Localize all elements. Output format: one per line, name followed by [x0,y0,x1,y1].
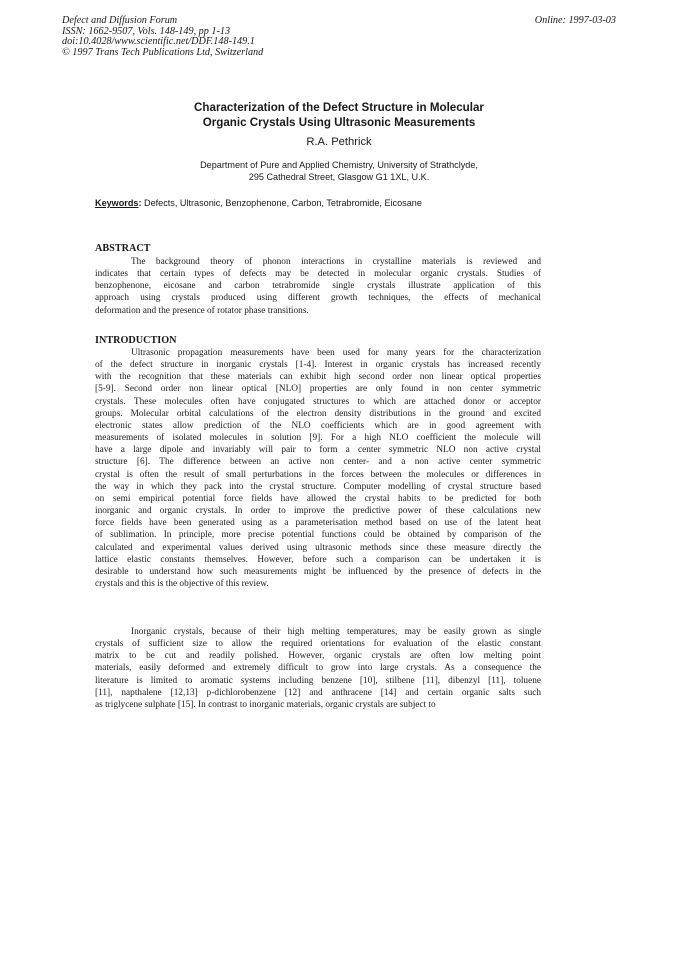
text-line: benzophenone, eicosane and carbon tetrabromide single crystals illustrate application of this [95,281,541,292]
abstract-paragraph [95,256,541,317]
title-line-1: Characterization of the Defect Structure in Molecular [194,101,484,114]
text-line: materials, easily deformed and extremely difficult to grow into large crystals. As a consequence the [95,663,541,674]
text-line: crystals. These molecules often have conjugated structures to which are attached donor or acceptor [95,396,541,407]
text-line: have a large dipole and invariably will pair to form a center symmetric NLO non active crystal [95,445,541,456]
text-line: The background theory of phonon interactions in crystalline materials is reviewed and [131,257,541,267]
abstract-heading: ABSTRACT [95,243,151,254]
introduction-paragraph-2 [95,626,541,711]
keywords-label [95,198,142,208]
online-date: Online: 1997-03-03 [534,15,616,26]
text-line: of sublimation. In principle, more precise potential functions could be obtained by comparison of the [95,530,541,541]
affiliation-line-1: Department of Pure and Applied Chemistry, University of Strathclyde, [200,160,478,170]
paper-title [0,101,678,130]
text-line: groups. Molecular orbital calculations of the electron density distributions in the ground and excited [95,408,541,419]
text-line: matrix to be cut and readily polished. However, organic crystals are often low melting point [95,651,541,662]
text-line: electronic states allow prediction of the NLO coefficients which are in good agreement with [95,420,541,431]
journal-copyright: © 1997 Trans Tech Publications Ltd, Switzerland [62,46,264,58]
journal-name: Defect and Diffusion Forum [62,15,178,26]
affiliation [0,160,678,183]
text-line: the way in which they pack into the crystal structure. Computer modelling of crystal structure based [95,481,541,492]
text-line: on semi empirical potential force fields have allowed the crystal habits to be predicted for both [95,493,541,504]
keywords-label-text: Keywords [95,198,139,208]
text-line: force fields have been generated using as a parameterisation method based on use of the latent heat [95,518,541,529]
journal-info [62,16,362,58]
author-name: R.A. Pethrick [306,136,372,148]
text-line: crystal is often the result of small perturbations in the forces between the molecules or differences in [95,469,541,480]
title-line-2: Organic Crystals Using Ultrasonic Measurements [202,115,476,129]
introduction-heading: INTRODUCTION [95,335,177,346]
text-line: of the defect structure in inorganic crystals [1-4]. Interest in organic crystals has increased recently [95,360,541,371]
text-line: Inorganic crystals, because of their high melting temperatures, may be easily grown as single [131,627,541,637]
text-line: structure [6]. The difference between an active non center- and a non active center symmetric [95,457,541,468]
keywords [95,198,422,208]
journal-doi: doi:10.4028/www.scientific.net/DDF.148-149.1 [62,36,255,48]
journal-issn: ISSN: 1662-9507, Vols. 148-149, pp 1-13 [62,25,231,37]
text-line: lattice elastic constants themselves. However, before such a comparison can be undertaken it is [95,554,541,565]
text-line: desirable to understand how such measurements might be influenced by the presence of defects in the [95,566,541,577]
text-line: deformation and the presence of rotator phase transitions. [95,305,309,316]
text-line: calculated and experimental values derived using ultrasonic methods since these measure directly the [95,542,541,553]
text-line: crystals and this is the objective of this review. [95,578,269,589]
text-line: approach using crystals produced using different growth techniques, the effects of mechanical [95,293,541,304]
text-line: literature is limited to aromatic systems including benzene [10], stilbene [11], dibenzyl [11], toluene [95,675,541,686]
text-line: indicates that certain types of defects may be detected in molecular organic crystals. Studies of [95,269,541,280]
text-line: crystals of sufficient size to allow the required orientations for evaluation of the elastic constant [95,639,541,650]
text-line: inorganic and organic crystals. In order to improve the predictive power of these calculations new [95,506,541,517]
keywords-label-colon: : [138,198,142,208]
text-line: as triglycene sulphate [15]. In contrast to inorganic materials, organic crystals are subject to [95,699,436,710]
text-line: [5-9]. Second order non linear optical [NLO] properties are only found in non center symmetric [95,384,541,395]
text-line: with the recognition that these materials can exhibit high second order non linear optical properties [95,372,541,383]
text-line: [11], napthalene [12,13] p-dichlorobenzene [12] and anthracene [14] and certain organic salts such [95,687,541,698]
introduction-paragraph-1 [95,347,541,590]
keywords-text: Defects, Ultrasonic, Benzophenone, Carbon, Tetrabromide, Eicosane [141,198,422,208]
text-line: Ultrasonic propagation measurements have been used for many years for the characterization [131,348,541,358]
affiliation-line-2: 295 Cathedral Street, Glasgow G1 1XL, U.K. [248,171,430,182]
text-line: measurements of isolated molecules in solution [9]. For a high NLO coefficient the molecule will [95,433,541,444]
